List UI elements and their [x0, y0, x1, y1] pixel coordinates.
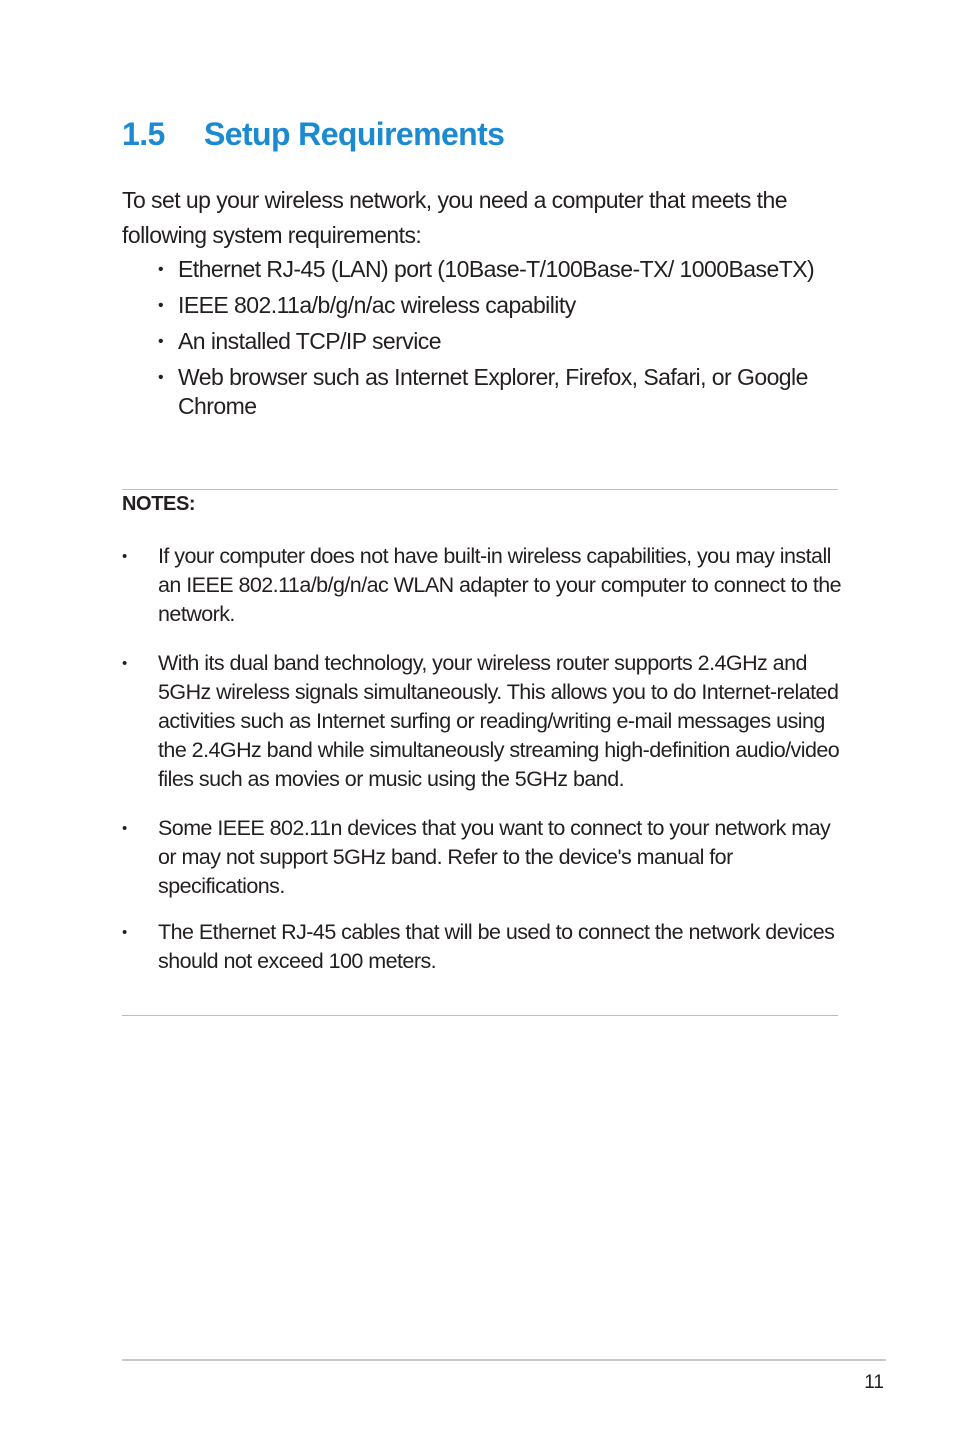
bullet-icon: •	[158, 261, 164, 278]
bullet-icon: •	[122, 548, 127, 565]
note-text: If your computer does not have built-in wireless capabilities, you may install an IEEE 802.11a/b/g/n/ac WLAN adapter to your computer to connect to the network.	[158, 544, 842, 626]
notes-title: NOTES:	[122, 493, 196, 515]
requirements-list	[158, 255, 818, 428]
requirement-item	[158, 255, 818, 284]
note-text: The Ethernet RJ-45 cables that will be used to connect the network devices should not exceed 100 meters.	[158, 920, 835, 973]
footer-divider	[122, 1359, 886, 1361]
bullet-icon: •	[122, 655, 127, 672]
bullet-icon: •	[158, 333, 164, 350]
bullet-icon: •	[122, 820, 127, 837]
section-number: 1.5	[122, 116, 165, 152]
note-item	[122, 542, 842, 629]
requirement-text: IEEE 802.11a/b/g/n/ac wireless capability	[178, 292, 576, 318]
note-text: With its dual band technology, your wireless router supports 2.4GHz and 5GHz wireless signals simultaneously. This allows you to do Internet-related activities such as Internet surfing or reading/writing e-mail messages using the 2.4GHz band while simultaneously streaming high-definition audio/video files such as movies or music using the 5GHz band.	[158, 651, 840, 791]
requirement-text: Ethernet RJ-45 (LAN) port (10Base-T/100Base-TX/ 1000BaseTX)	[178, 256, 815, 282]
note-item	[122, 649, 842, 794]
section-title: Setup Requirements	[204, 116, 505, 152]
requirement-item	[158, 327, 818, 356]
note-item	[122, 814, 842, 901]
bullet-icon: •	[122, 924, 127, 941]
requirement-item	[158, 291, 818, 320]
bullet-icon: •	[158, 369, 164, 386]
requirement-item	[158, 363, 818, 421]
note-text: Some IEEE 802.11n devices that you want to connect to your network may or may not support 5GHz band. Refer to the device's manual for specifications.	[158, 816, 831, 898]
requirement-text: Web browser such as Internet Explorer, Firefox, Safari, or Google Chrome	[178, 364, 808, 419]
notes-top-divider	[122, 489, 838, 490]
requirement-text: An installed TCP/IP service	[178, 328, 441, 354]
notes-bottom-divider	[122, 1015, 838, 1016]
bullet-icon: •	[158, 297, 164, 314]
notes-list	[122, 542, 842, 976]
section-heading	[122, 116, 504, 153]
note-item	[122, 918, 842, 976]
page-number: 11	[864, 1372, 884, 1393]
intro-paragraph: To set up your wireless network, you need a computer that meets the following system requirements:	[122, 187, 788, 248]
